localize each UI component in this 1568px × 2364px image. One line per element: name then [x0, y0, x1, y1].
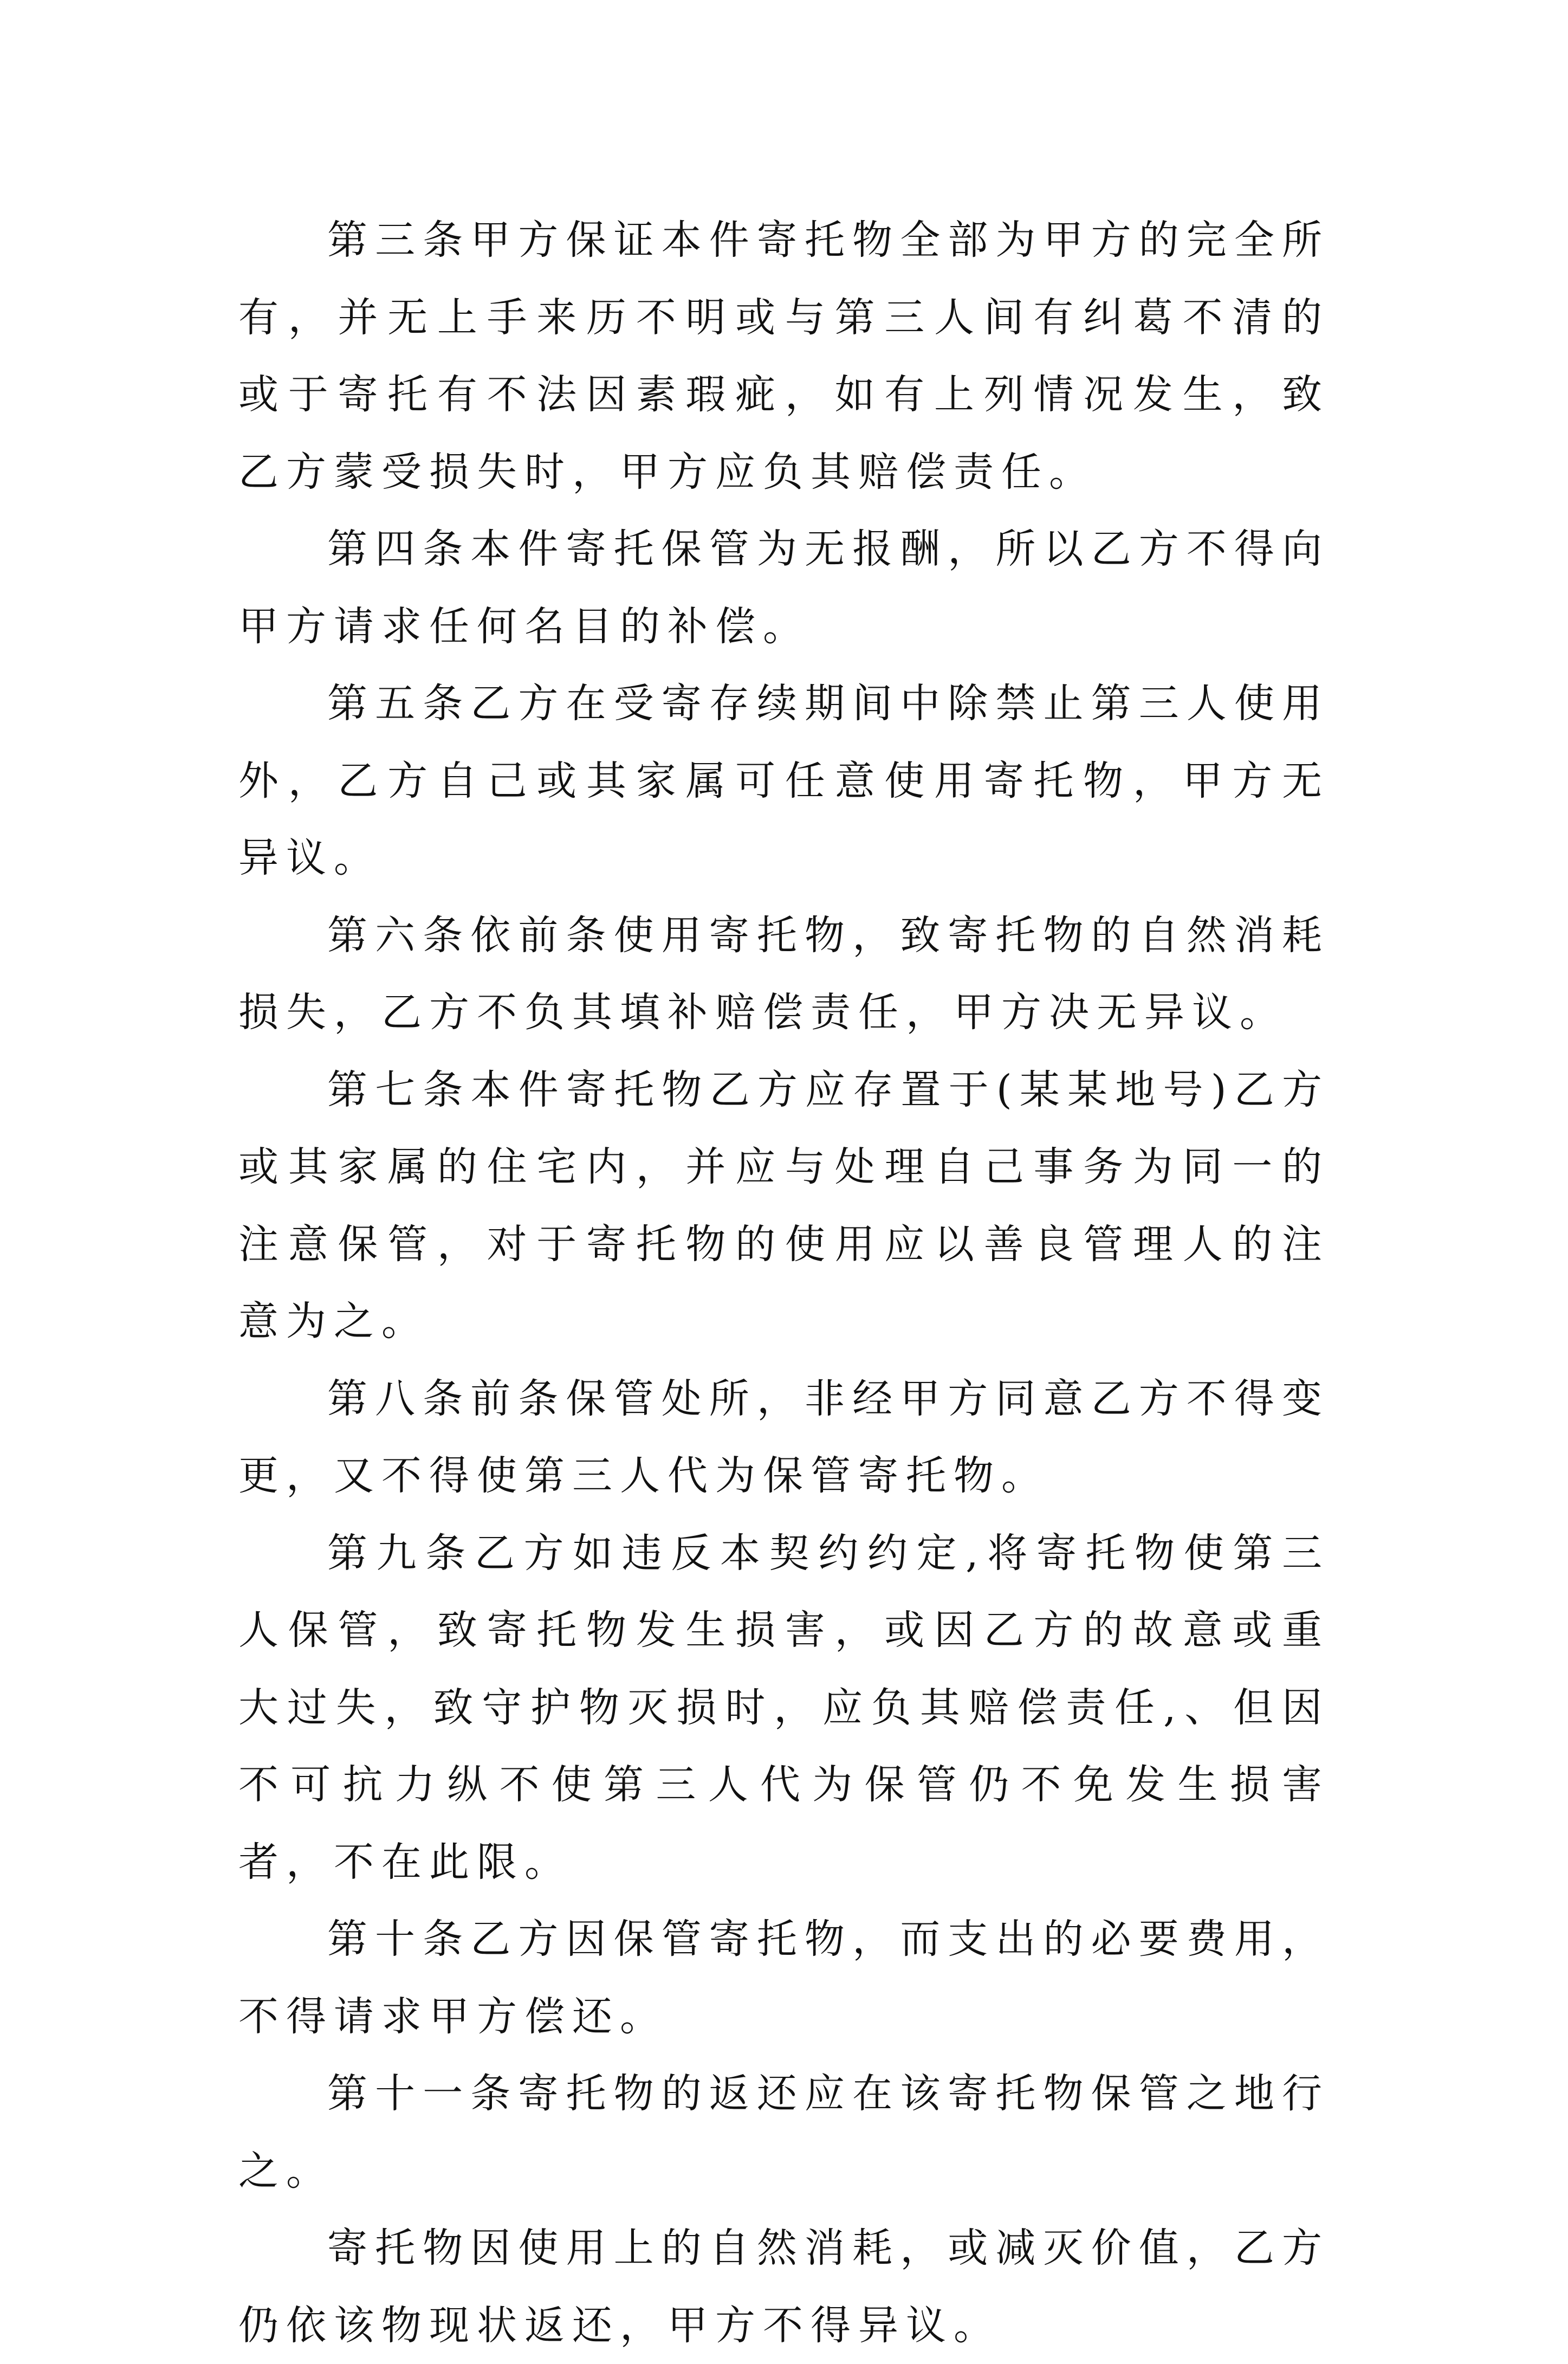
paragraph-article-10: 第十条乙方因保管寄托物，而支出的必要费用，不得请求甲方偿还。 [238, 1916, 1330, 2040]
paragraph-article-5: 第五条乙方在受寄存续期间中除禁止第三人使用外，乙方自己或其家属可任意使用寄托物，甲方无异议。 [238, 680, 1330, 881]
paragraph-article-6: 第六条依前条使用寄托物，致寄托物的自然消耗损失，乙方不负其填补赔偿责任，甲方决无异议。 [238, 912, 1330, 1036]
document-body [238, 202, 1330, 2364]
paragraph-article-3: 第三条甲方保证本件寄托物全部为甲方的完全所有，并无上手来历不明或与第三人间有纠葛不清的或于寄托有不法因素瑕疵，如有上列情况发生，致乙方蒙受损失时，甲方应负其赔偿责任。 [238, 217, 1330, 495]
paragraph-article-8: 第八条前条保管处所，非经甲方同意乙方不得变更，又不得使第三人代为保管寄托物。 [238, 1375, 1330, 1499]
paragraph-article-11-continued: 寄托物因使用上的自然消耗，或减灭价值，乙方仍依该物现状返还，甲方不得异议。 [238, 2225, 1330, 2349]
paragraph-article-4: 第四条本件寄托保管为无报酬，所以乙方不得向甲方请求任何名目的补偿。 [238, 526, 1330, 650]
paragraph-article-9: 第九条乙方如违反本契约约定,将寄托物使第三人保管，致寄托物发生损害，或因乙方的故意或重大过失，致守护物灭损时，应负其赔偿责任,、但因不可抗力纵不使第三人代为保管仍不免发生损害者，不在此限。 [238, 1529, 1330, 1885]
paragraph-article-11: 第十一条寄托物的返还应在该寄托物保管之地行之。 [238, 2070, 1330, 2194]
paragraph-article-7: 第七条本件寄托物乙方应存置于(某某地号)乙方或其家属的住宅内，并应与处理自己事务为同一的注意保管，对于寄托物的使用应以善良管理人的注意为之。 [238, 1066, 1330, 1345]
